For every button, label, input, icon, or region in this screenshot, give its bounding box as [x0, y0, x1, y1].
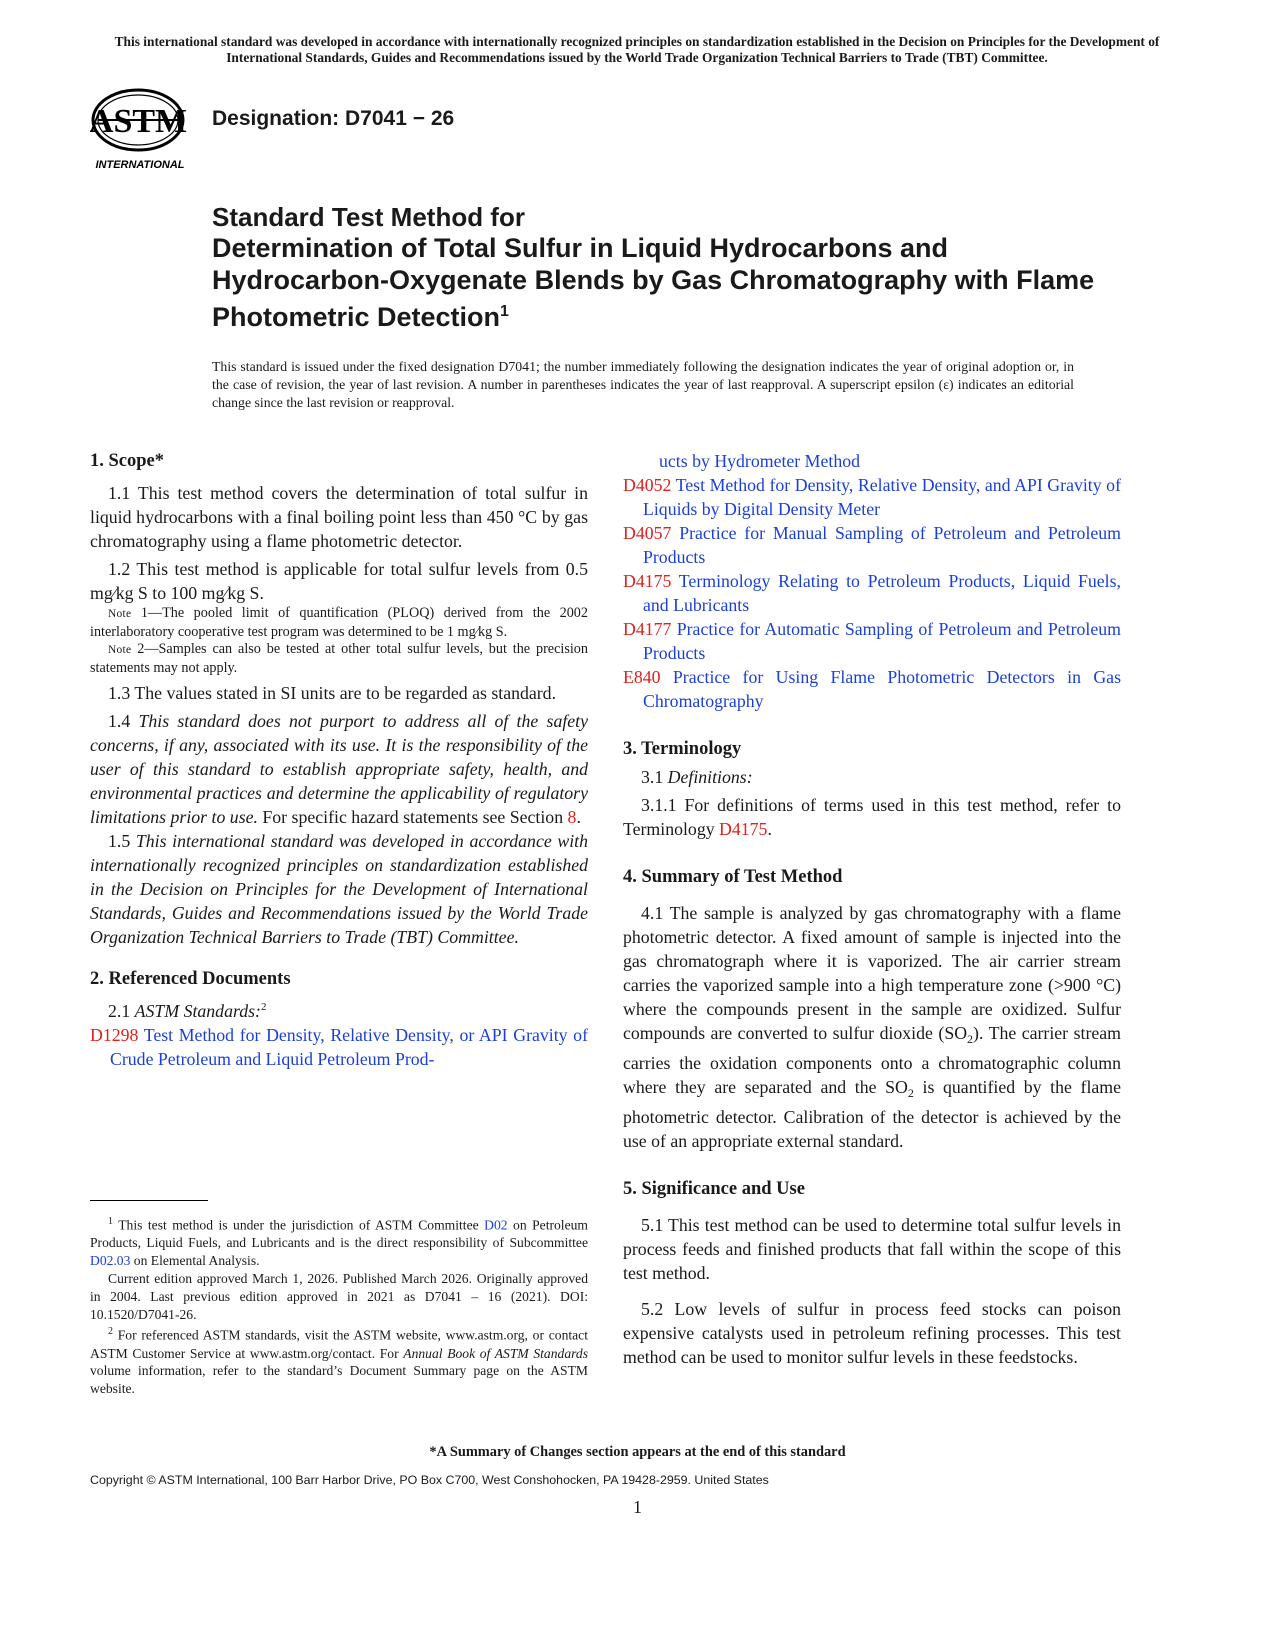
ref-title[interactable]: Practice for Manual Sampling of Petroleum and Petroleum Products	[643, 523, 1121, 567]
title-main-text: Determination of Total Sulfur in Liquid Hydrocarbons and Hydrocarbon-Oxygenate Blends by Gas Chromatography with Flame Photometric Detection	[212, 233, 1095, 332]
section-heading-summary: 4. Summary of Test Method	[623, 867, 843, 887]
ref-d1298-part1[interactable]	[90, 1023, 588, 1071]
footnote-mark-2[interactable]: 2	[260, 1001, 267, 1013]
document-title	[212, 202, 1112, 334]
hazard-text: For specific hazard statements see Section	[257, 807, 568, 827]
annual-book-title: Annual Book of ASTM Standards	[403, 1345, 588, 1361]
para-text: 3.1.1 For definitions of terms used in this test method, refer to Terminology	[623, 795, 1121, 839]
standardization-notice: This international standard was developed in accordance with internationally recognized principles on standardization established in the Decision on Principles for the Development of International Standards, Guides and Recommendations issued by the World Trade Organization Technical Barriers to Trade (TBT) Committee.	[114, 34, 1160, 65]
para-1-1: 1.1 This test method covers the determination of total sulfur in liquid hydrocarbons with a final boiling point less than 450 °C by gas chromatography using a flame photometric detector.	[90, 483, 588, 551]
designation: Designation: D7041 − 26	[212, 107, 455, 130]
copyright-line: Copyright © ASTM International, 100 Barr Harbor Drive, PO Box C700, West Conshohocken, PA 19428-2959. United States	[90, 1473, 769, 1487]
ref-code[interactable]: D4177	[623, 619, 672, 639]
ref-d4177[interactable]	[623, 617, 1121, 665]
subscript: 2	[907, 1086, 914, 1100]
logo-text: ASTM	[90, 103, 188, 140]
footnote-2	[90, 1323, 588, 1398]
para-5-1: 5.1 This test method can be used to determine total sulfur levels in process feeds and finished products that fall within the scope of this test method.	[623, 1215, 1121, 1283]
para-3-1-1	[623, 793, 1121, 841]
section-heading-referenced-documents: 2. Referenced Documents	[90, 969, 291, 989]
ref-d4057[interactable]	[623, 521, 1121, 569]
wto-statement: This international standard was developed in accordance with internationally recognized principles on standardization established in the Decision on Principles for the Development of International Standards, Guides and Recommendations issued by the World Trade Organization Technical Barriers to Trade (TBT) Committee.	[90, 831, 589, 947]
ref-title[interactable]: Practice for Automatic Sampling of Petroleum and Petroleum Products	[643, 619, 1121, 663]
ref-d4175[interactable]	[623, 569, 1121, 617]
note-1	[90, 605, 588, 641]
note-text: 2—Samples can also be tested at other total sulfur levels, but the precision statements may not apply.	[90, 641, 588, 676]
ref-title-continued[interactable]: ucts by Hydrometer Method	[659, 451, 860, 471]
footnote-text: This test method is under the jurisdiction of ASTM Committee	[113, 1217, 485, 1233]
astm-logo	[90, 86, 190, 176]
d4175-link[interactable]: D4175	[719, 819, 768, 839]
section-heading-terminology: 3. Terminology	[623, 739, 742, 759]
footnote-divider	[90, 1200, 208, 1201]
footnote-text: on Petroleum Products, Liquid Fuels, and Lubricants and is the direct responsibility of Subcommittee	[90, 1217, 588, 1251]
para-1-2: 1.2 This test method is applicable for total sulfur levels from 0.5 mg⁄kg S to 100 mg⁄kg S.	[90, 559, 588, 603]
ref-e840[interactable]	[623, 665, 1121, 713]
para-1-4	[90, 709, 588, 829]
para-text: is quantified by the flame photometric detector. Calibration of the detector is achieved by the use of an appropriate external standard.	[623, 1077, 1122, 1151]
para-number: 2.1	[108, 1000, 135, 1021]
note-text: 1—The pooled limit of quantification (PLOQ) derived from the 2002 interlaboratory cooperative test program was determined to be 1 mg⁄kg S.	[90, 605, 588, 640]
footnote-mark: 2	[108, 1326, 113, 1338]
footnote-text: For referenced ASTM standards, visit the ASTM website, www.astm.org, or contact ASTM Customer Service at www.astm.org/contact. For	[90, 1327, 588, 1361]
footnote-text: volume information, refer to the standard’s Document Summary page on the ASTM website.	[90, 1363, 588, 1397]
para-2-1	[90, 995, 588, 1023]
ref-code[interactable]: D4057	[623, 523, 672, 543]
ref-title[interactable]: Test Method for Density, Relative Density, or API Gravity of Crude Petroleum and Liquid Petroleum Prod-	[110, 1024, 588, 1069]
section-heading-scope: 1. Scope*	[90, 451, 164, 471]
ref-title[interactable]: Test Method for Density, Relative Density, and API Gravity of Liquids by Digital Density Meter	[643, 475, 1121, 519]
section-heading-significance: 5. Significance and Use	[623, 1179, 805, 1199]
period: .	[576, 807, 581, 827]
ref-code[interactable]: D1298	[90, 1024, 139, 1045]
subscript: 2	[967, 1032, 974, 1046]
section-8-link[interactable]: 8	[567, 807, 577, 827]
note-2	[90, 641, 588, 677]
note-label: Note	[108, 644, 132, 656]
para-4-1	[623, 901, 1121, 1153]
logo-subtext: INTERNATIONAL	[95, 159, 185, 171]
para-text: ). The carrier stream carries the oxidation components onto a chromatographic column where they are separated and the SO	[623, 1023, 1121, 1097]
ref-code[interactable]: D4175	[623, 571, 672, 591]
para-1-5	[90, 829, 588, 949]
footnote-mark: 1	[108, 1216, 113, 1227]
subcommittee-d02-03-link[interactable]: D02.03	[90, 1253, 131, 1269]
footnote-1	[90, 1213, 588, 1270]
page-number: 1	[633, 1497, 642, 1517]
footnote-edition: Current edition approved March 1, 2026. Published March 2026. Originally approved in 2004. Last previous edition approved in 2021 as D7041 – 16 (2021). DOI: 10.1520/D7041-26.	[90, 1270, 588, 1322]
para-5-2: 5.2 Low levels of sulfur in process feed stocks can poison expensive catalysts used in petroleum refining processes. This test method can be used to monitor sulfur levels in these feedstocks.	[623, 1299, 1121, 1367]
para-number: 3.1	[641, 767, 668, 787]
summary-of-changes-note: *A Summary of Changes section appears at the end of this standard	[429, 1444, 846, 1460]
ref-code[interactable]: D4052	[623, 475, 672, 495]
para-3-1	[623, 765, 1121, 789]
ref-title[interactable]: Terminology Relating to Petroleum Products, Liquid Fuels, and Lubricants	[643, 571, 1121, 615]
footnotes	[90, 1213, 588, 1398]
para-number: 1.4	[108, 711, 139, 731]
para-number: 1.5	[108, 831, 136, 851]
footnote-text: on Elemental Analysis.	[130, 1253, 260, 1269]
para-text: 4.1 The sample is analyzed by gas chromatography with a flame photometric detector. A fixed amount of sample is injected into the gas chromatograph where it is vaporized. The air carrier stream carries the vaporized sample into a high temperature zone (>900 °C) where the compounds present in the sample are oxidized. Sulfur compounds are converted to sulfur dioxide (SO	[623, 903, 1121, 1043]
ref-code[interactable]: E840	[623, 667, 661, 687]
title-footnote-mark[interactable]: 1	[500, 303, 509, 320]
safety-statement: This standard does not purport to address all of the safety concerns, if any, associated with its use. It is the responsibility of the user of this standard to establish appropriate safety, health, and environmental practices and determine the applicability of regulatory limitations prior to use.	[90, 711, 588, 827]
title-line1: Standard Test Method for	[212, 202, 525, 232]
ref-d1298-part2[interactable]	[623, 449, 1121, 473]
definitions-label: Definitions:	[667, 767, 753, 787]
right-column	[623, 449, 1121, 1369]
title-main	[212, 233, 1112, 334]
ref-d4052[interactable]	[623, 473, 1121, 521]
period: .	[767, 819, 772, 839]
committee-d02-link[interactable]: D02	[484, 1217, 508, 1233]
left-column	[90, 449, 588, 1071]
issued-note: This standard is issued under the fixed designation D7041; the number immediately following the designation indicates the year of original adoption or, in the case of revision, the year of last revision. A number in parentheses indicates the year of last reapproval. A superscript epsilon (ε) indicates an editorial change since the last revision or reapproval.	[212, 359, 1074, 410]
para-1-3: 1.3 The values stated in SI units are to be regarded as standard.	[108, 683, 557, 703]
ref-title[interactable]: Practice for Using Flame Photometric Detectors in Gas Chromatography	[643, 667, 1121, 711]
note-label: Note	[108, 608, 132, 620]
astm-standards-label: ASTM Standards:	[134, 1000, 261, 1021]
